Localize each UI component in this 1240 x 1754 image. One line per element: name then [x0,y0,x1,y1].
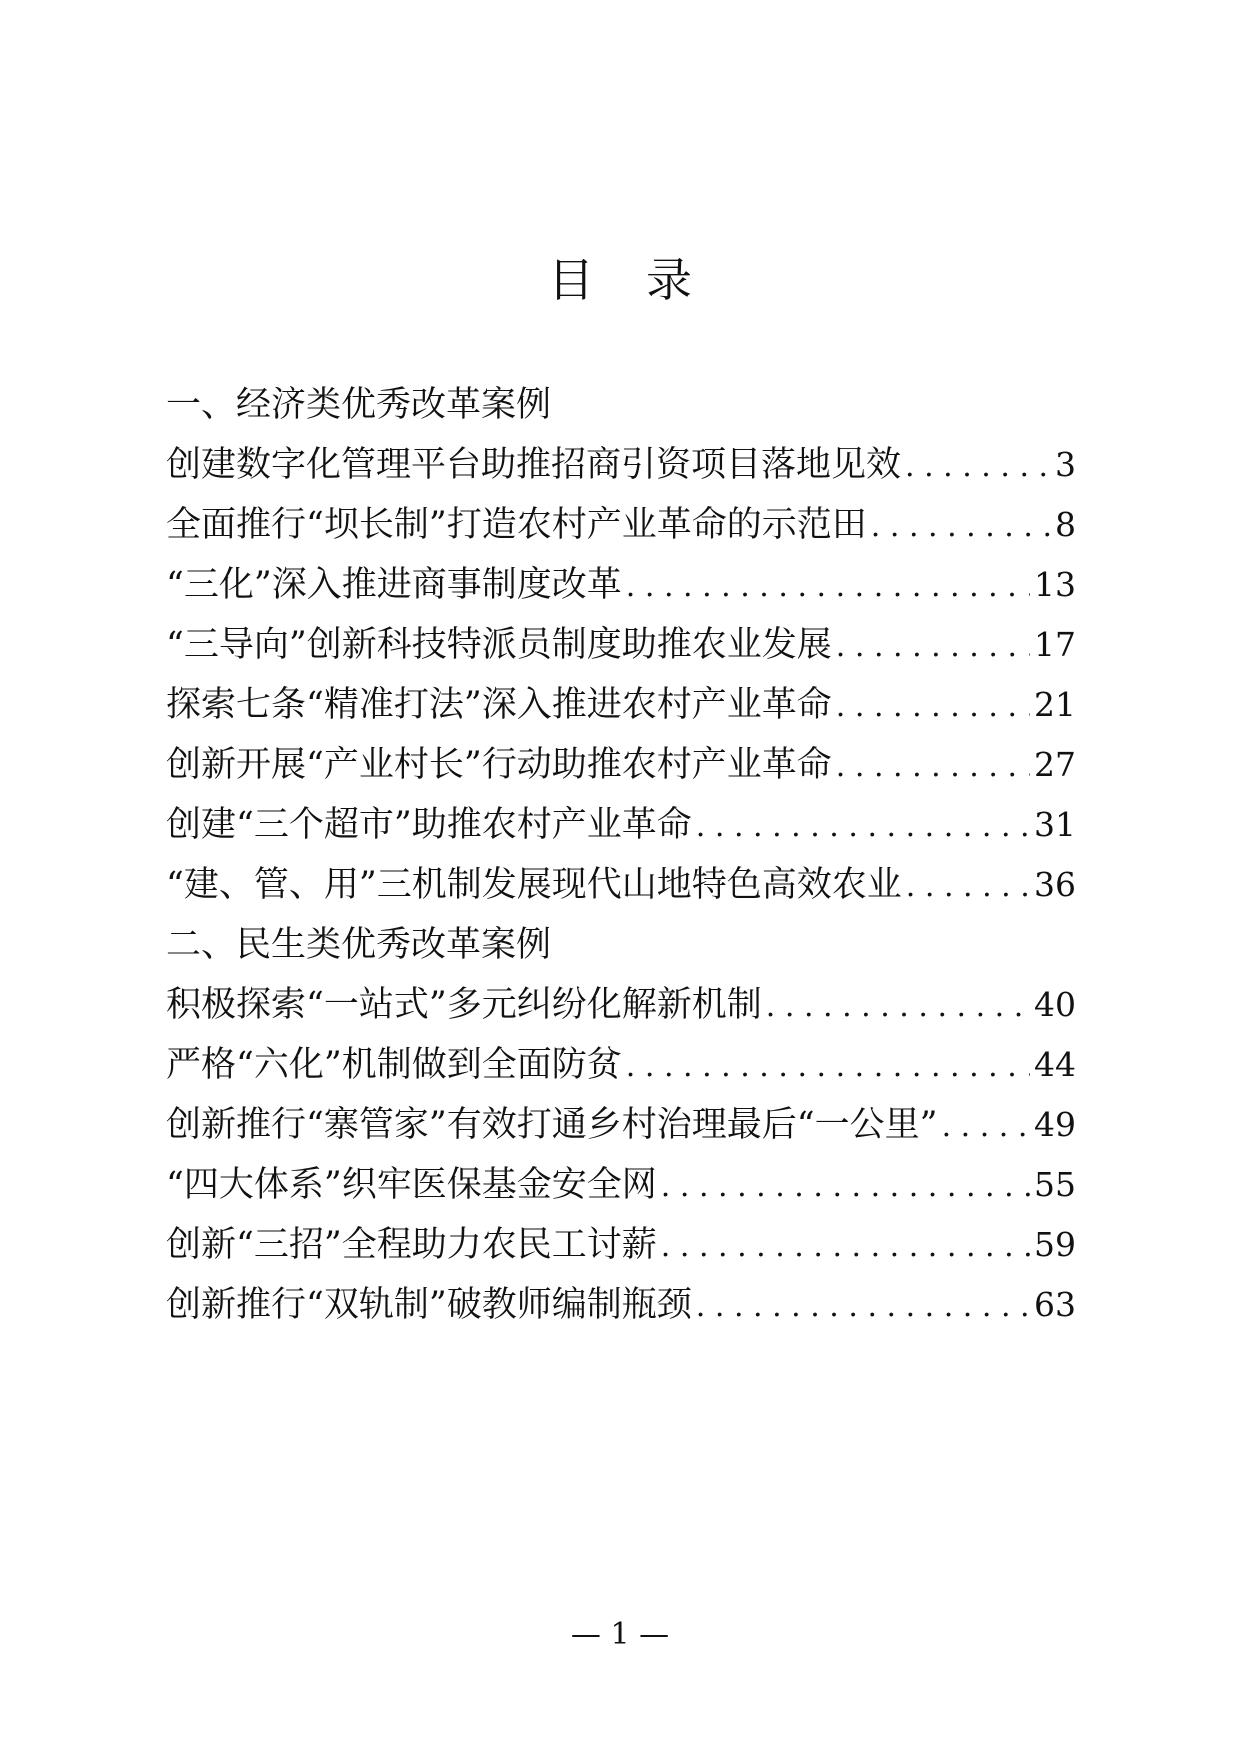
dot-leader [696,1277,1030,1337]
dot-leader [942,1097,1030,1157]
toc-entry-title: 创建“三个超市”助推农村产业革命 [166,805,692,845]
section-heading: 二、民生类优秀改革案例 [166,925,552,965]
toc-entry[interactable] [166,975,1076,1035]
dot-leader [906,857,1030,917]
toc-entry[interactable] [166,435,1076,495]
toc-page-number: 59 [1034,1225,1076,1264]
page-number: — 1 — [570,1617,670,1652]
toc-page-number: 49 [1034,1105,1076,1144]
toc-entry[interactable] [166,1215,1076,1275]
toc-entry[interactable] [166,555,1076,615]
toc-entry-title: “建、管、用”三机制发展现代山地特色高效农业 [166,865,902,905]
toc-entry[interactable] [166,735,1076,795]
section-heading: 一、经济类优秀改革案例 [166,385,552,425]
toc-entry[interactable] [166,1035,1076,1095]
toc-page-number: 31 [1034,805,1076,844]
toc-entry[interactable] [166,795,1076,855]
toc-page-number: 3 [1055,445,1076,484]
toc-entry[interactable] [166,1275,1076,1335]
toc-entry-title: 积极探索“一站式”多元纠纷化解新机制 [166,985,762,1025]
dot-leader [661,1157,1030,1217]
toc-page-number: 27 [1034,745,1076,784]
toc-page-number: 63 [1034,1285,1076,1324]
toc-entry-title: 严格“六化”机制做到全面防贫 [166,1045,622,1085]
dot-leader [661,1217,1030,1277]
toc-entry[interactable] [166,615,1076,675]
toc-page-number: 21 [1034,685,1076,724]
toc-page-number: 55 [1034,1165,1076,1204]
dot-leader [696,797,1030,857]
toc-page-number: 13 [1034,565,1076,604]
toc-page-number: 36 [1034,865,1076,904]
toc-entry[interactable] [166,1095,1076,1155]
toc-entry[interactable] [166,1155,1076,1215]
toc-entry-title: “四大体系”织牢医保基金安全网 [166,1165,657,1205]
toc-entry-title: 全面推行“坝长制”打造农村产业革命的示范田 [166,505,867,545]
toc-entry[interactable] [166,675,1076,735]
toc-entry-title: 创建数字化管理平台助推招商引资项目落地见效 [166,445,902,485]
toc-entry-title: 探索七条“精准打法”深入推进农村产业革命 [166,685,832,725]
toc-entry[interactable] [166,855,1076,915]
dot-leader [626,1037,1030,1097]
toc-entry-title: 创新“三招”全程助力农民工讨薪 [166,1225,657,1265]
dot-leader [836,677,1030,737]
toc-page-number: 8 [1055,505,1076,544]
toc-entry[interactable] [166,495,1076,555]
toc-entry-title: 创新开展“产业村长”行动助推农村产业革命 [166,745,832,785]
toc-entry-title: “三导向”创新科技特派员制度助推农业发展 [166,625,832,665]
dot-leader [905,437,1051,497]
dot-leader [836,617,1030,677]
toc-entry-title: 创新推行“双轨制”破教师编制瓶颈 [166,1285,692,1325]
dot-leader [766,977,1030,1037]
toc-page-number: 44 [1034,1045,1076,1084]
dot-leader [871,497,1051,557]
page-title: 目录 [548,253,744,307]
toc-page-number: 17 [1034,625,1076,664]
table-of-contents [166,375,1076,1335]
toc-page-number: 40 [1034,985,1076,1024]
toc-entry-title: 创新推行“寨管家”有效打通乡村治理最后“一公里” [166,1105,938,1145]
dot-leader [626,557,1030,617]
toc-entry-title: “三化”深入推进商事制度改革 [166,565,622,605]
dot-leader [836,737,1030,797]
